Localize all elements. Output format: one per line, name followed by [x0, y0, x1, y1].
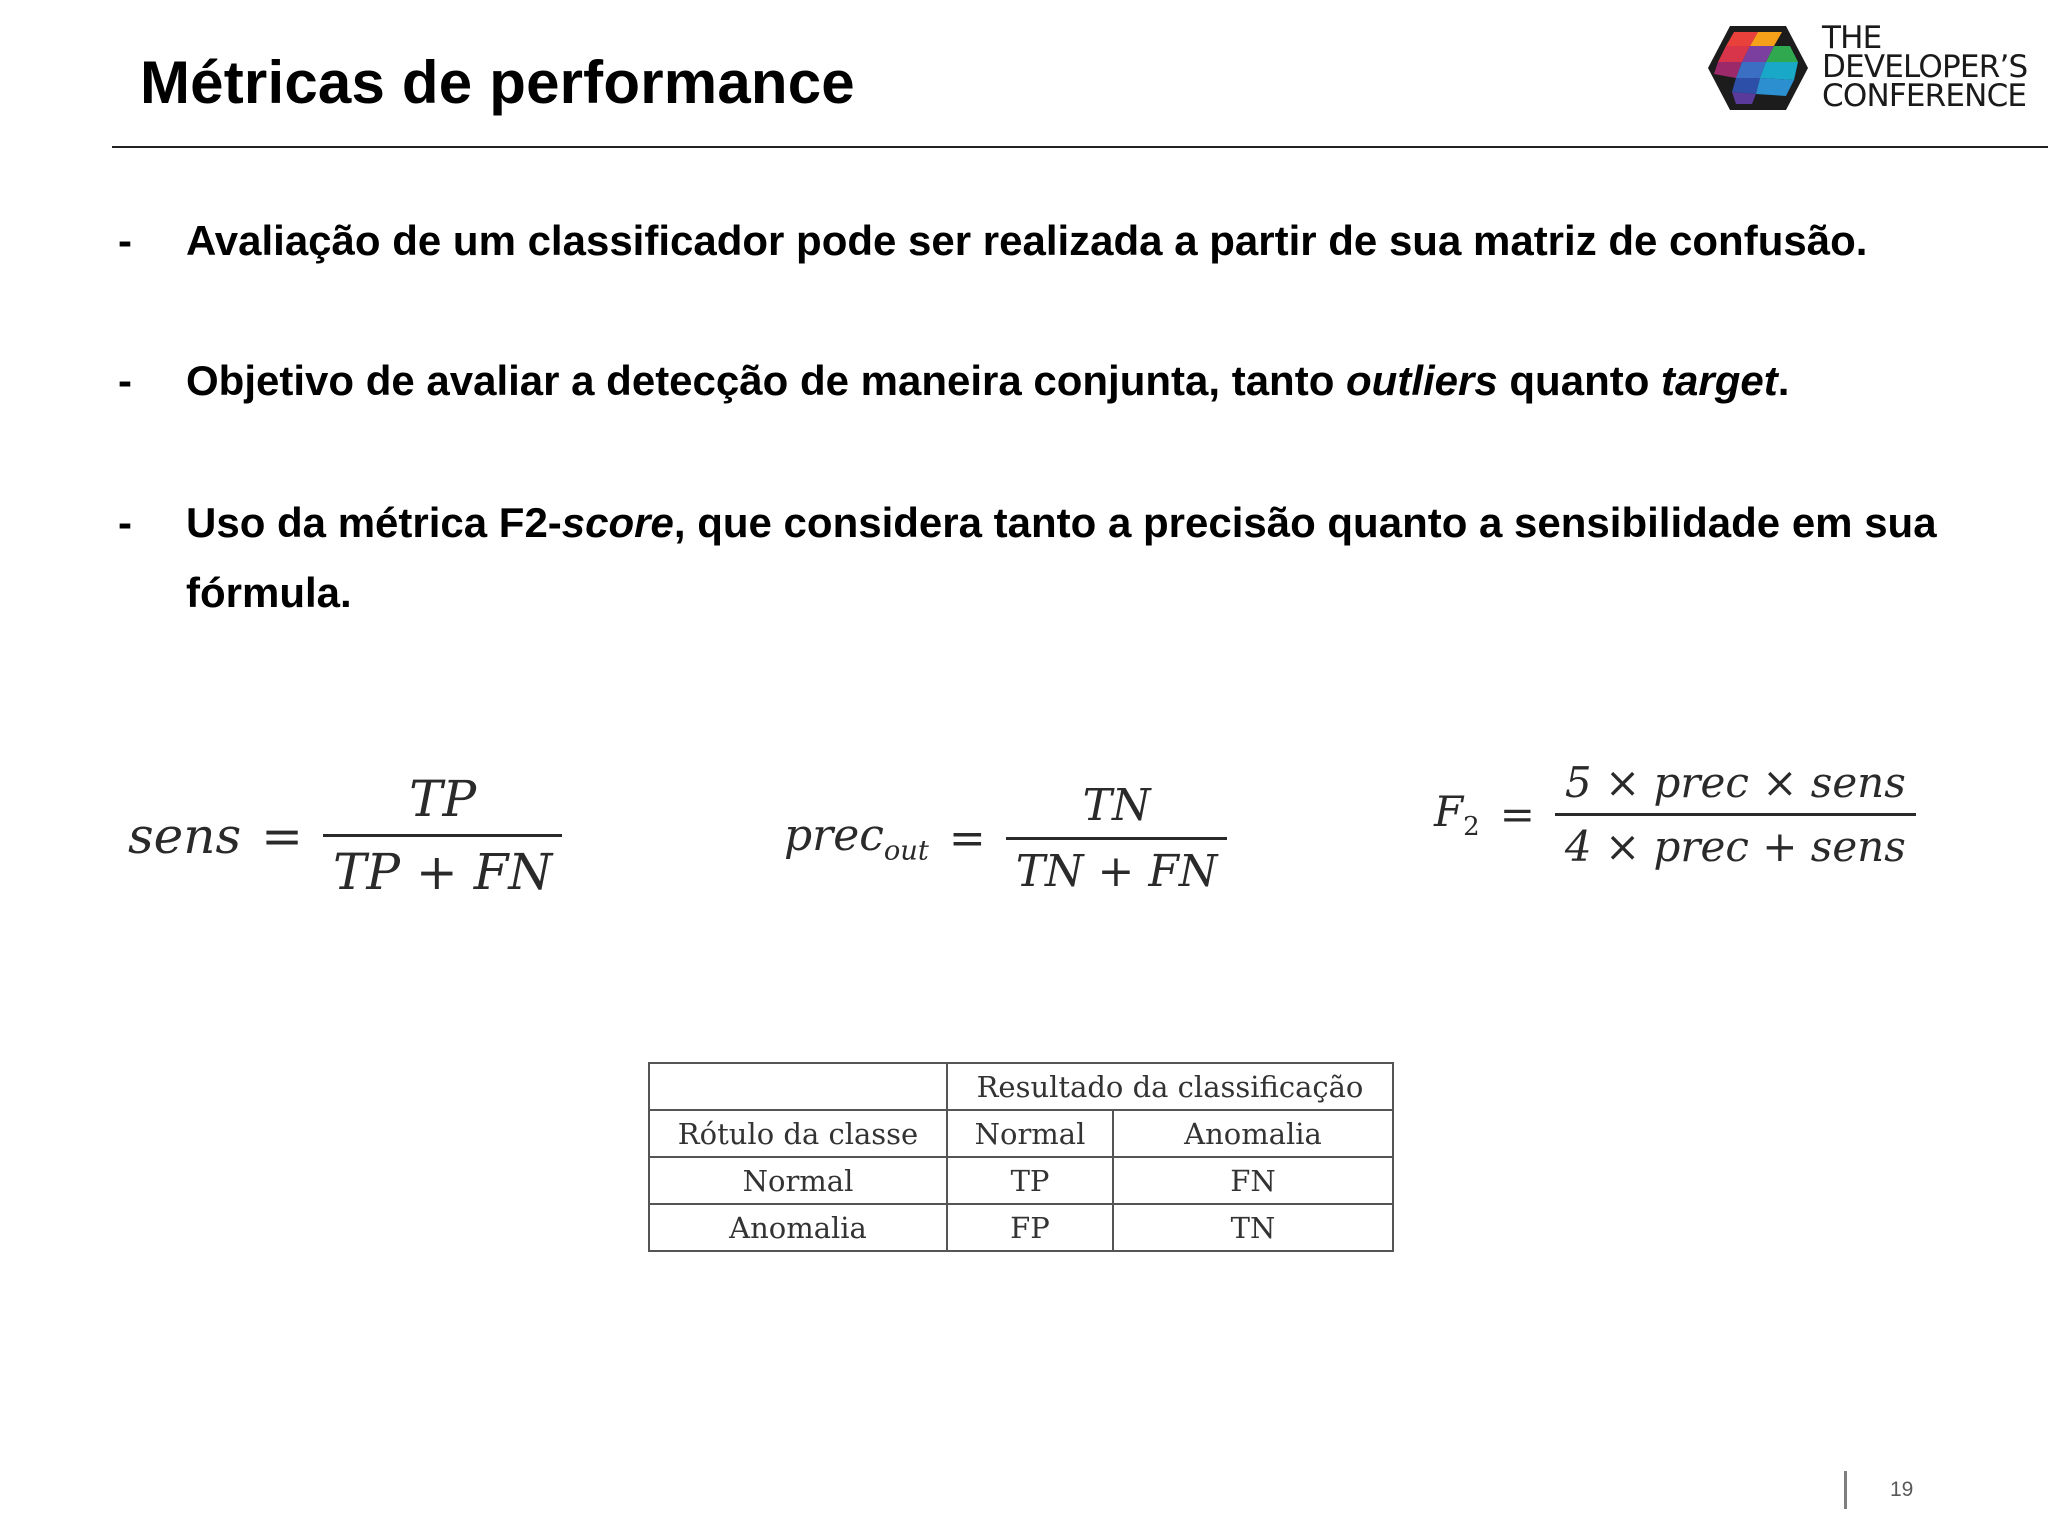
formula-precision-out — [784, 780, 1227, 897]
logo-line: DEVELOPER’S — [1822, 49, 2028, 85]
formula-subscript: 2 — [1463, 812, 1480, 843]
table-cell: TN — [1113, 1204, 1393, 1251]
formula-fraction — [323, 770, 562, 901]
bullet-marker: - — [118, 357, 132, 404]
bullet-emphasis: target — [1661, 357, 1778, 404]
formula-lhs — [1434, 787, 1480, 842]
table-cell-empty — [649, 1063, 947, 1110]
formula-fraction — [1006, 780, 1228, 897]
title-divider — [112, 146, 2048, 148]
table-row-label: Anomalia — [649, 1204, 947, 1251]
page-number: 19 — [1890, 1478, 1914, 1501]
table-cell: TP — [947, 1157, 1113, 1204]
confusion-matrix-table — [648, 1062, 1394, 1252]
table-header-group: Resultado da classificação — [947, 1063, 1393, 1110]
bullet-list — [112, 206, 1948, 628]
logo-line: CONFERENCE — [1822, 78, 2027, 114]
formula-equals: = — [948, 813, 986, 864]
slide-title: Métricas de performance — [140, 49, 855, 116]
bullet-text: . — [1777, 357, 1790, 404]
table-col-header: Normal — [947, 1110, 1113, 1157]
formula-f2-score — [1434, 758, 1916, 871]
table-row — [649, 1157, 1393, 1204]
bullet-emphasis: outliers — [1346, 357, 1498, 404]
bullet-marker: - — [118, 499, 132, 546]
bullet-text: Uso da métrica F2- — [186, 499, 562, 546]
table-row — [649, 1063, 1393, 1110]
formula-numerator: TN — [1082, 780, 1151, 831]
logo-wordmark — [1822, 20, 2028, 114]
formula-denominator: TP + FN — [323, 834, 562, 901]
bullet-text: Avaliação de um classificador pode ser realizada a partir de sua matriz de confusão. — [186, 217, 1868, 264]
bullet-text: , que considera tanto a precisão quanto a sensibilidade em sua fórmula. — [186, 499, 1937, 616]
formula-lhs — [784, 810, 929, 867]
conference-logo — [1706, 22, 2036, 122]
bullet-item — [112, 206, 1948, 276]
bullet-text: Objetivo de avaliar a detecção de maneira conjunta, tanto — [186, 357, 1347, 404]
formula-numerator: TP — [409, 770, 477, 828]
table-cell: FN — [1113, 1157, 1393, 1204]
bullet-item — [112, 488, 1948, 628]
table-row — [649, 1204, 1393, 1251]
cube-logo-icon — [1706, 22, 1810, 114]
formula-numerator: 5 × prec × sens — [1564, 758, 1906, 807]
table-row — [649, 1110, 1393, 1157]
table-col-header: Anomalia — [1113, 1110, 1393, 1157]
formula-sensitivity — [128, 770, 562, 901]
formula-lhs-base: F — [1434, 786, 1464, 836]
formula-lhs: sens — [128, 806, 242, 865]
formula-equals: = — [261, 806, 304, 865]
bullet-text: quanto — [1497, 357, 1662, 404]
table-row-label-header: Rótulo da classe — [649, 1110, 947, 1157]
page-number-divider — [1844, 1471, 1847, 1509]
bullet-emphasis: score — [561, 499, 674, 546]
logo-line: THE — [1822, 20, 1882, 56]
bullet-marker: - — [118, 217, 132, 264]
table-cell: FP — [947, 1204, 1113, 1251]
formula-fraction — [1555, 758, 1916, 871]
formula-equals: = — [1499, 790, 1535, 839]
bullet-item — [112, 346, 1948, 416]
formula-denominator: 4 × prec + sens — [1555, 813, 1916, 871]
formula-lhs-base: prec — [784, 810, 884, 862]
table-row-label: Normal — [649, 1157, 947, 1204]
formula-subscript: out — [883, 835, 929, 867]
formula-denominator: TN + FN — [1006, 837, 1228, 897]
